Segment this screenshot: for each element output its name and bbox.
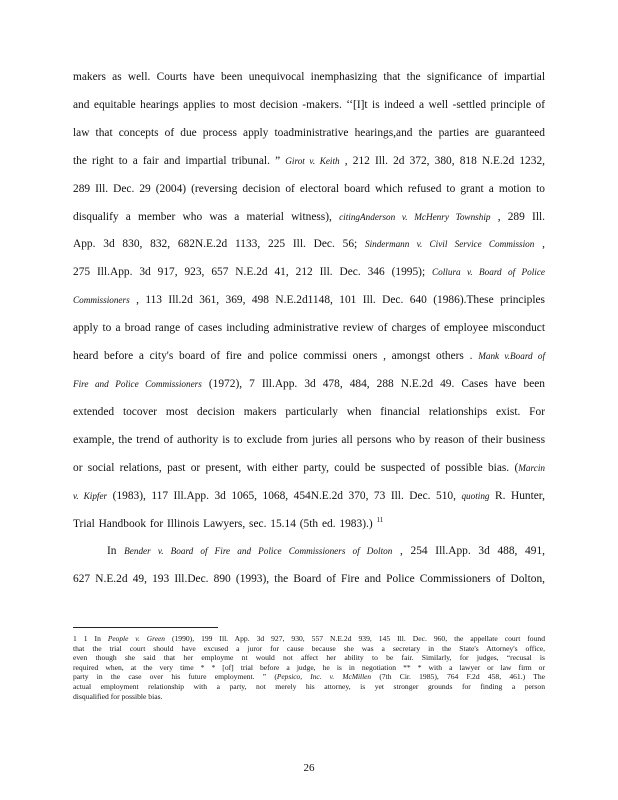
text-segment: party in the case over his future employment. ” ( [73, 672, 277, 682]
footnote-line: even though she said that her employme nt would not affect her ability to be fair. Similarly, for judges, “recusal is [73, 653, 545, 663]
text-segment: In [87, 634, 108, 643]
text-segment: (1990), 199 Ill. App. 3d 927, 930, 557 N.E.2d 939, 145 Ill. Dec. 960, the appellate court found [164, 634, 545, 643]
footnote-line [73, 672, 545, 682]
footnote-marker: 1 1 [73, 634, 88, 643]
footnote-line: disqualified for possible bias. [73, 691, 163, 701]
case-citation: v. Kipfer [73, 490, 108, 501]
case-citation: Commissioners [73, 295, 130, 306]
footnote-divider [73, 627, 218, 628]
text-segment: In [107, 545, 125, 558]
text-segment: heard before a city's board of fire and police commissi oners , amongst others . [73, 350, 479, 363]
text-line [73, 343, 545, 371]
case-citation: Mank v.Board of [478, 351, 545, 362]
text-line [73, 148, 545, 176]
case-citation: Pepsico, Inc. v. McMillen [276, 672, 372, 682]
text-line [73, 259, 545, 287]
text-line [73, 511, 545, 539]
text-segment: , 289 Ill. [490, 210, 546, 223]
case-citation: People v. Green [107, 634, 165, 643]
text-segment: , 212 Ill. 2d 372, 380, 818 N.E.2d 1232, [339, 154, 545, 167]
case-citation: Fire and Police Commissioners [73, 378, 202, 389]
text-line: apply to a broad range of cases including administrative review of charges of employee misconduct [73, 322, 545, 335]
quoting-signal: quoting [461, 490, 490, 501]
text-segment: App. 3d 830, 832, 682N.E.2d 1133, 225 Ill. Dec. 56; [73, 238, 365, 251]
text-segment: R. Hunter, [489, 489, 545, 502]
text-line: example, the trend of authority is to exclude from juries all persons who by reason of their business [73, 433, 545, 446]
text-segment: , 113 Ill.2d 361, 369, 498 N.E.2d1148, 101 Ill. Dec. 640 (1986).These principles [129, 294, 545, 307]
text-line [73, 455, 545, 483]
footnote-line [73, 634, 545, 644]
case-citation: Collura v. Board of Police [432, 267, 545, 278]
text-line: and equitable hearings applies to most decision -makers. ‘‘[I]t is indeed a well -settled principle of [73, 98, 545, 111]
text-segment: Trial Handbook for Illinois Lawyers, sec. 15.14 (5th ed. 1983).) [73, 517, 377, 530]
text-segment: (1972), 7 Ill.App. 3d 478, 484, 288 N.E.2d 49. Cases have been [201, 377, 546, 390]
text-line [73, 371, 545, 399]
text-line [73, 483, 545, 511]
text-segment: (7th Cir. 1985), 764 F.2d 458, 461.) The [371, 672, 545, 682]
text-line [73, 204, 545, 232]
footnote-reference[interactable]: 11 [376, 515, 384, 524]
footnote-line: actual employment relationship with a party, not merely his attorney, is yet stronger grounds for finding a person [73, 681, 545, 691]
text-segment: , 254 Ill.App. 3d 488, 491, [392, 545, 545, 558]
case-citation: Sindermann v. Civil Service Commission [364, 239, 535, 250]
case-citation: citingAnderson v. McHenry Township [339, 211, 491, 222]
text-line [73, 231, 545, 259]
text-segment: (1983), 117 Ill.App. 3d 1065, 1068, 454N.E.2d 370, 73 Ill. Dec. 510, [107, 489, 462, 502]
text-segment: , [534, 238, 545, 251]
text-line: law that concepts of due process apply toadministrative hearings,and the parties are guaranteed [73, 126, 545, 139]
text-line: makers as well. Courts have been unequivocal inemphasizing that the significance of impartial [73, 71, 545, 83]
text-line [73, 287, 545, 315]
text-line [73, 538, 545, 566]
footnote-line: that the trial court should have excused a juror for cause because she was a secretary in the State's Attorney's office, [73, 643, 545, 653]
text-segment: 275 Ill.App. 3d 917, 923, 657 N.E.2d 41, 212 Ill. Dec. 346 (1995); [73, 266, 433, 279]
text-segment: the right to a fair and impartial tribunal. ” [73, 154, 286, 167]
body-text [73, 64, 545, 594]
page-number: 26 [303, 762, 315, 774]
footnote [73, 634, 545, 701]
case-citation: Marcin [518, 462, 545, 473]
text-line: 289 Ill. Dec. 29 (2004) (reversing decision of electoral board which refused to grant a motion to [73, 182, 545, 195]
text-line: extended tocover most decision makers particularly when financial relationships exist. For [73, 405, 545, 418]
case-citation: Bender v. Board of Fire and Police Commissioners of Dolton [124, 546, 393, 557]
case-citation: Girot v. Keith [285, 155, 340, 166]
text-segment: disqualify a member who was a material witness), [73, 210, 340, 223]
text-segment: or social relations, past or present, with either party, could be suspected of possible bias. ( [73, 461, 519, 474]
footnote-line: required when, at the very time * * [of] trial before a judge, he is in negotiation ** * with a lawyer or law firm or [73, 662, 545, 672]
text-line: 627 N.E.2d 49, 193 Ill.Dec. 890 (1993), the Board of Fire and Police Commissioners of Dolton, [73, 573, 545, 586]
